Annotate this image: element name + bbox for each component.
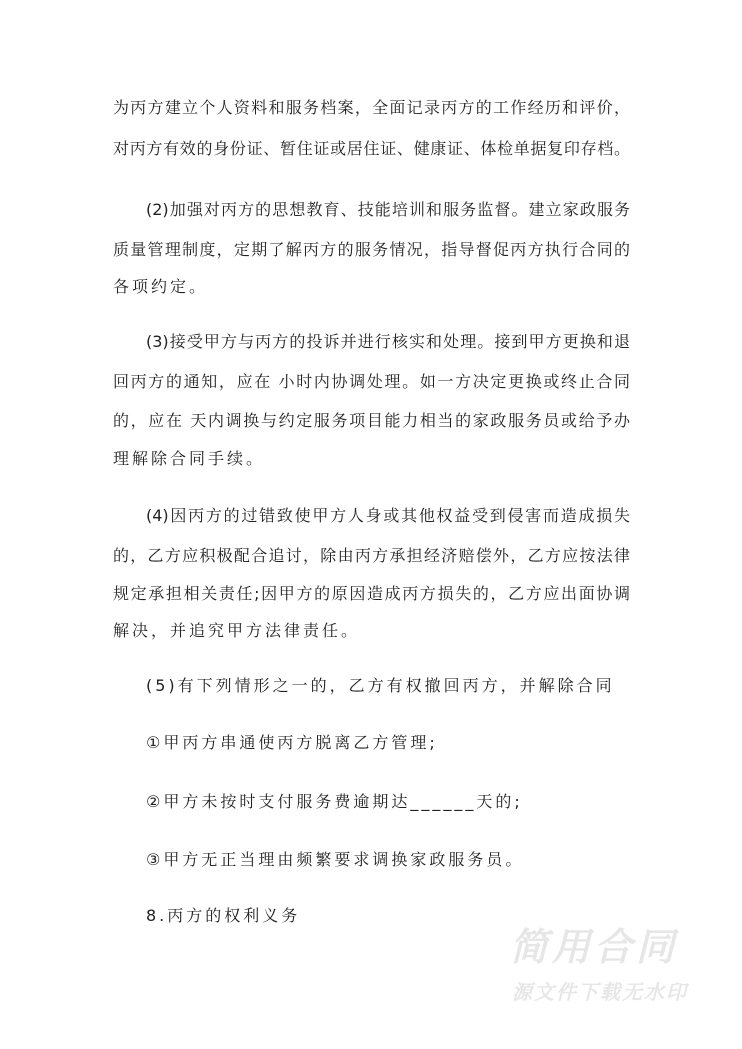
text-line: 规定承担相关责任;因甲方的原因造成丙方损失的，乙方应出面协调 [113, 584, 630, 603]
text-line: 回丙方的通知，应在 小时内协调处理。如一方决定更换或终止合同 [113, 372, 630, 391]
text-line: 各项约定。 [113, 277, 209, 296]
text-line: (3)接受甲方与丙方的投诉并进行核实和处理。接到甲方更换和退 [146, 332, 630, 351]
watermark-subtitle: 源文件下载无水印 [512, 980, 688, 1004]
text-line: 的，应在 天内调换与约定服务项目能力相当的家政服务员或给予办 [113, 411, 630, 430]
watermark-title: 简用合同 [510, 925, 679, 969]
text-line: 理解除合同手续。 [113, 449, 266, 468]
text-line: 解决，并追究甲方法律责任。 [113, 621, 361, 640]
text-line: (4)因丙方的过错致使甲方人身或其他权益受到侵害而造成损失 [146, 506, 630, 525]
list-item: ②甲方未按时支付服务费逾期达______天的; [146, 792, 523, 811]
list-item: ③甲方无正当理由频繁要求调换家政服务员。 [146, 850, 525, 869]
list-item: ①甲丙方串通使丙方脱离乙方管理; [146, 733, 438, 752]
text-line: 质量管理制度，定期了解丙方的服务情况，指导督促丙方执行合同的 [113, 240, 630, 259]
text-line: (2)加强对丙方的思想教育、技能培训和服务监督。建立家政服务 [146, 200, 630, 219]
text-line: (5)有下列情形之一的，乙方有权撤回丙方，并解除合同 [146, 676, 615, 695]
text-line: 为丙方建立个人资料和服务档案，全面记录丙方的工作经历和评价， [113, 98, 630, 117]
section-heading: 8.丙方的权利义务 [146, 906, 301, 925]
text-line: 的，乙方应积极配合追讨，除由丙方承担经济赔偿外，乙方应按法律 [113, 546, 630, 565]
text-line: 对丙方有效的身份证、暂住证或居住证、健康证、体检单据复印存档。 [113, 139, 630, 158]
